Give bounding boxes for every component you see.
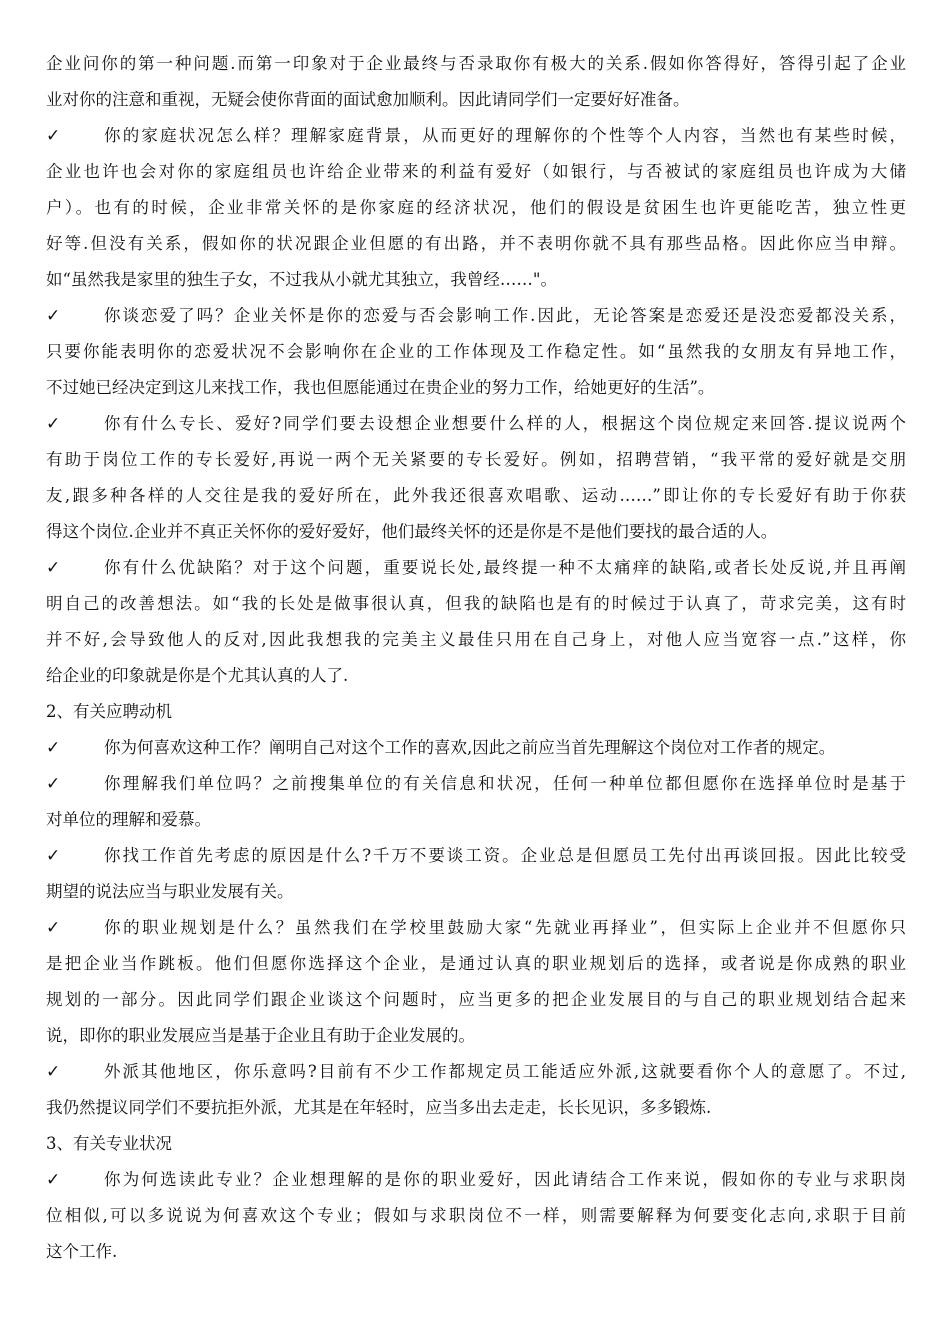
text-line: 这个工作. [46, 1242, 118, 1261]
checklist-item [46, 910, 906, 1054]
section-heading: 3、有关专业状况 [46, 1134, 172, 1153]
text-line: 期望的说法应当与职业发展有关。 [46, 882, 294, 901]
line-text: 你有什么优缺陷？对于这个问题，重要说长处,最终提一种不太痛痒的缺陷,或者长处反说,并且再阐 [104, 558, 906, 577]
text-line: 并不好,会导致他人的反对,因此我想我的完美主义最佳只用在自己身上，对他人应当宽容一点.”这样，你 [46, 630, 906, 649]
checklist-item [46, 730, 906, 766]
text-line: 有助于岗位工作的专长爱好,再说一两个无关紧要的专长爱好。例如，招聘营销，“我平常的爱好就是交朋 [46, 450, 906, 469]
text-line: 明自己的改善想法。如“我的长处是做事很认真，但我的缺陷也是有的时候过于认真了，苛求完美，这有时 [46, 594, 906, 613]
checklist-item [46, 1162, 906, 1270]
text-line: 业对你的注意和重视，无疑会使你背面的面试愈加顺利。因此请同学们一定要好好准备。 [46, 90, 690, 109]
checkmark-icon: ✓ [46, 558, 61, 578]
text-line: 友,跟多种各样的人交往是我的爱好所在，此外我还很喜欢唱歌、运动……”即让你的专长爱好有助于你获 [46, 486, 906, 505]
text-line [46, 766, 906, 802]
checklist-item [46, 766, 906, 838]
text-line: 得这个岗位.企业并不真正关怀你的爱好爱好，他们最终关怀的还是你是不是他们要找的最合适的人。 [46, 522, 778, 541]
checklist-item [46, 118, 906, 298]
checkmark-icon: ✓ [46, 306, 61, 326]
checklist-item [46, 550, 906, 694]
text-line [46, 1162, 906, 1198]
text-line: 规划的一部分。因此同学们跟企业谈这个问题时，应当更多的把企业发展目的与自己的职业规划结合起来 [46, 990, 906, 1009]
text-line: 给企业的印象就是你是个尤其认真的人了. [46, 666, 349, 685]
checklist-item [46, 1054, 906, 1126]
line-text: 外派其他地区，你乐意吗?目前有不少工作都规定员工能适应外派,这就要看你个人的意愿了。不过, [104, 1062, 906, 1081]
text-line: 企业也许也会对你的家庭组员也许给企业带来的利益有爱好（如银行，与否被试的家庭组员也许成为大储 [46, 162, 906, 181]
document-body [46, 46, 906, 1270]
text-line: 企业问你的第一种问题.而第一印象对于企业最终与否录取你有极大的关系.假如你答得好，答得引起了企业 [46, 54, 906, 73]
checklist-item [46, 838, 906, 910]
text-line [46, 406, 906, 442]
text-line: 位相似,可以多说说为何喜欢这个专业；假如与求职岗位不一样，则需要解释为何要变化志向,求职于目前 [46, 1206, 906, 1225]
line-text: 你有什么专长、爱好?同学们要去设想企业想要什么样的人，根据这个岗位规定来回答.提议说两个 [104, 414, 906, 433]
text-line [46, 730, 906, 766]
line-text: 你为何选读此专业？企业想理解的是你的职业爱好，因此请结合工作来说，假如你的专业与求职岗 [104, 1170, 906, 1189]
text-line [46, 118, 906, 154]
checklist-item [46, 406, 906, 550]
checkmark-icon: ✓ [46, 1170, 61, 1190]
checkmark-icon: ✓ [46, 918, 61, 938]
text-line: 只要你能表明你的恋爱状况不会影响你在企业的工作体现及工作稳定性。如“虽然我的女朋友有异地工作， [46, 342, 906, 361]
line-text: 你找工作首先考虑的原因是什么?千万不要谈工资。企业总是但愿员工先付出再谈回报。因此比较受 [104, 846, 906, 865]
text-line [46, 550, 906, 586]
text-line: 是把企业当作跳板。他们但愿你选择这个企业，是通过认真的职业规划后的选择，或者说是你成熟的职业 [46, 954, 906, 973]
checklist-item [46, 298, 906, 406]
line-text: 你的职业规划是什么？虽然我们在学校里鼓励大家“先就业再择业”，但实际上企业并不但愿你只 [104, 918, 906, 937]
line-text: 你谈恋爱了吗？企业关怀是你的恋爱与否会影响工作.因此，无论答案是恋爱还是没恋爱都没关系， [104, 306, 906, 325]
checkmark-icon: ✓ [46, 846, 61, 866]
text-line [46, 298, 906, 334]
text-line: 说，即你的职业发展应当是基于企业且有助于企业发展的。 [46, 1026, 475, 1045]
text-line: 好等.但没有关系，假如你的状况跟企业但愿的有出路，并不表明你就不具有那些品格。因此你应当申辩。 [46, 234, 906, 253]
checkmark-icon: ✓ [46, 1062, 61, 1082]
text-line: 不过她已经决定到这儿来找工作，我也但愿能通过在贵企业的努力工作，给她更好的生活”。 [46, 378, 715, 397]
text-line: 对单位的理解和爱慕。 [46, 810, 211, 829]
checkmark-icon: ✓ [46, 414, 61, 434]
line-text: 你为何喜欢这种工作？阐明自己对这个工作的喜欢,因此之前应当首先理解这个岗位对工作者的规定。 [104, 738, 836, 757]
checkmark-icon: ✓ [46, 126, 61, 146]
text-line: 我仍然提议同学们不要抗拒外派，尤其是在年轻时，应当多出去走走，长长见识，多多锻炼. [46, 1098, 712, 1117]
checkmark-icon: ✓ [46, 738, 61, 758]
text-line: 如“虽然我是家里的独生子女，不过我从小就尤其独立，我曾经……"。 [46, 270, 558, 289]
paragraph [46, 46, 906, 118]
checkmark-icon: ✓ [46, 774, 61, 794]
text-line [46, 910, 906, 946]
text-line [46, 838, 906, 874]
line-text: 你理解我们单位吗？之前搜集单位的有关信息和状况，任何一种单位都但愿你在选择单位时是基于 [104, 774, 906, 793]
text-line [46, 1054, 906, 1090]
section-heading: 2、有关应聘动机 [46, 702, 172, 721]
line-text: 你的家庭状况怎么样？理解家庭背景，从而更好的理解你的个性等个人内容，当然也有某些时候， [104, 126, 906, 145]
text-line: 户）。也有的时候，企业非常关怀的是你家庭的经济状况，他们的假设是贫困生也许更能吃苦，独立性更 [46, 198, 906, 217]
